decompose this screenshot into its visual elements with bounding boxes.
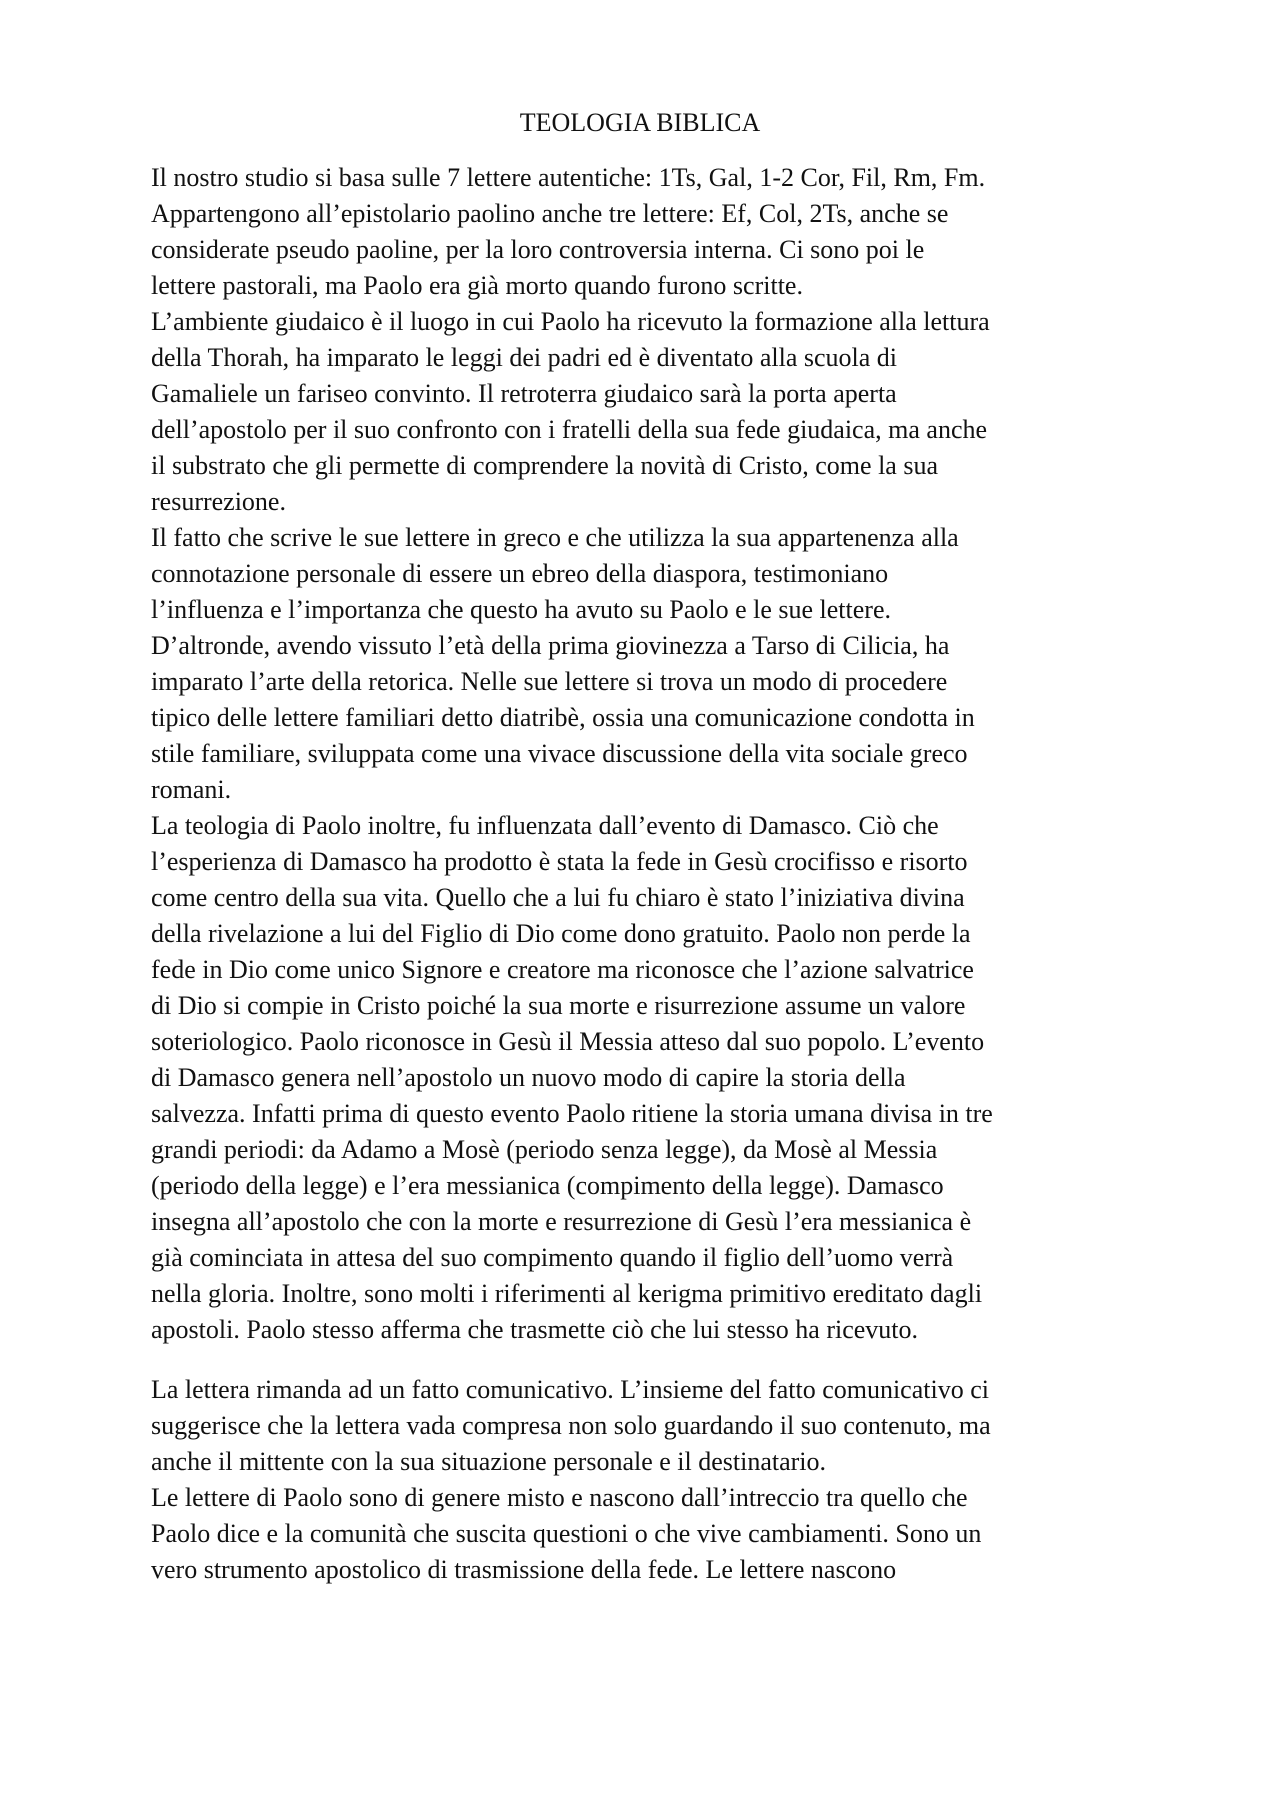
body-text-block-1 [151,160,1151,1348]
text-line: l’influenza e l’importanza che questo ha avuto su Paolo e le sue lettere. [151,595,891,624]
text-line: Gamaliele un fariseo convinto. Il retroterra giudaico sarà la porta aperta [151,379,897,408]
text-line: come centro della sua vita. Quello che a lui fu chiaro è stato l’iniziativa divina [151,883,965,912]
text-line: l’esperienza di Damasco ha prodotto è stata la fede in Gesù crocifisso e risorto [151,847,968,876]
text-line: della Thorah, ha imparato le leggi dei padri ed è diventato alla scuola di [151,343,898,372]
text-line: Il nostro studio si basa sulle 7 lettere autentiche: 1Ts, Gal, 1-2 Cor, Fil, Rm, Fm. [151,163,986,192]
text-line: connotazione personale di essere un ebreo della diaspora, testimoniano [151,559,889,588]
text-line: romani. [151,775,232,804]
text-line: imparato l’arte della retorica. Nelle sue lettere si trova un modo di procedere [151,667,948,696]
text-line: soteriologico. Paolo riconosce in Gesù il Messia atteso dal suo popolo. L’evento [151,1027,985,1056]
text-line: considerate pseudo paoline, per la loro controversia interna. Ci sono poi le [151,235,925,264]
text-line: dell’apostolo per il suo confronto con i fratelli della sua fede giudaica, ma anche [151,415,988,444]
text-line: La lettera rimanda ad un fatto comunicativo. L’insieme del fatto comunicativo ci [151,1375,989,1404]
document-title: TEOLOGIA BIBLICA [519,108,761,137]
text-line: anche il mittente con la sua situazione personale e il destinatario. [151,1447,827,1476]
text-line: D’altronde, avendo vissuto l’età della prima giovinezza a Tarso di Cilicia, ha [151,631,950,660]
text-line: nella gloria. Inoltre, sono molti i riferimenti al kerigma primitivo ereditato dagli [151,1279,983,1308]
text-line: già cominciata in attesa del suo compimento quando il figlio dell’uomo verrà [151,1243,954,1272]
text-line: Paolo dice e la comunità che suscita questioni o che vive cambiamenti. Sono un [151,1519,982,1548]
text-line: stile familiare, sviluppata come una vivace discussione della vita sociale greco [151,739,968,768]
text-line: Le lettere di Paolo sono di genere misto e nascono dall’intreccio tra quello che [151,1483,968,1512]
text-line: fede in Dio come unico Signore e creatore ma riconosce che l’azione salvatrice [151,955,974,984]
text-line: resurrezione. [151,487,286,516]
text-line: Appartengono all’epistolario paolino anche tre lettere: Ef, Col, 2Ts, anche se [151,199,949,228]
text-line: insegna all’apostolo che con la morte e resurrezione di Gesù l’era messianica è [151,1207,972,1236]
text-line: di Damasco genera nell’apostolo un nuovo modo di capire la storia della [151,1063,906,1092]
text-line: L’ambiente giudaico è il luogo in cui Paolo ha ricevuto la formazione alla lettura [151,307,990,336]
text-line: della rivelazione a lui del Figlio di Dio come dono gratuito. Paolo non perde la [151,919,971,948]
text-line: apostoli. Paolo stesso afferma che trasmette ciò che lui stesso ha ricevuto. [151,1315,919,1344]
text-line: tipico delle lettere familiari detto diatribè, ossia una comunicazione condotta in [151,703,975,732]
text-line: salvezza. Infatti prima di questo evento Paolo ritiene la storia umana divisa in tre [151,1099,993,1128]
text-line: lettere pastorali, ma Paolo era già morto quando furono scritte. [151,271,803,300]
text-line: (periodo della legge) e l’era messianica (compimento della legge). Damasco [151,1171,944,1200]
text-line: suggerisce che la lettera vada compresa non solo guardando il suo contenuto, ma [151,1411,991,1440]
body-text-block-2 [151,1372,1151,1588]
text-line: Il fatto che scrive le sue lettere in greco e che utilizza la sua appartenenza alla [151,523,959,552]
text-line: La teologia di Paolo inoltre, fu influenzata dall’evento di Damasco. Ciò che [151,811,939,840]
text-line: il substrato che gli permette di comprendere la novità di Cristo, come la sua [151,451,938,480]
text-line: grandi periodi: da Adamo a Mosè (periodo senza legge), da Mosè al Messia [151,1135,938,1164]
text-line: vero strumento apostolico di trasmissione della fede. Le lettere nascono [151,1555,897,1584]
text-line: di Dio si compie in Cristo poiché la sua morte e risurrezione assume un valore [151,991,966,1020]
